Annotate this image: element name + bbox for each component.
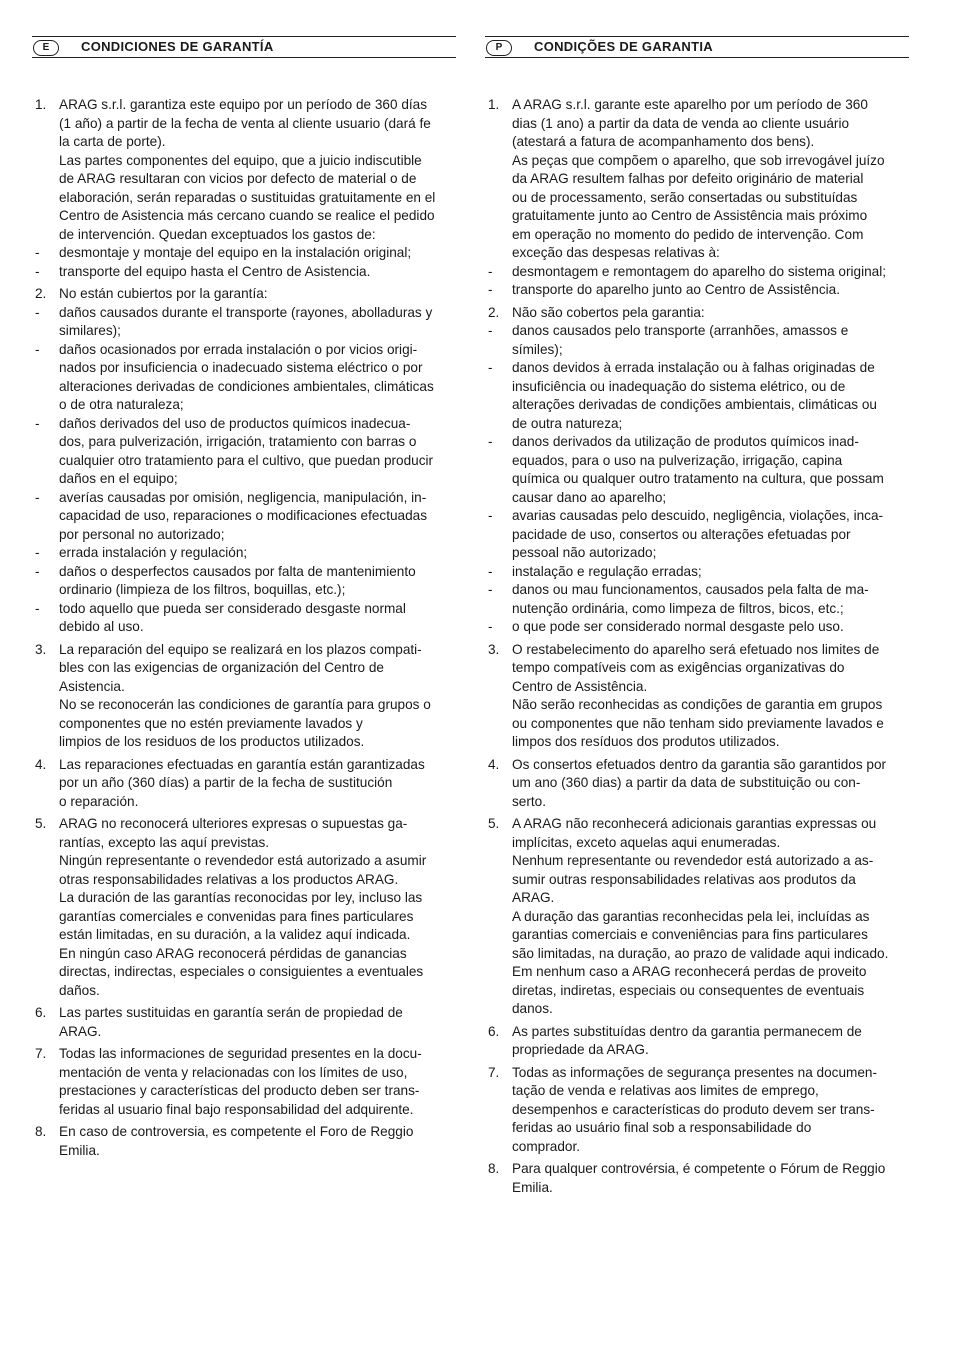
line-text: As peças que compõem o aparelho, que sob irrevogável juízo: [512, 152, 885, 168]
text-line: [485, 1000, 909, 1019]
bullet-marker: -: [488, 263, 493, 279]
text-line: [485, 945, 909, 964]
text-line: [485, 281, 909, 300]
line-text: errada instalación y regulación;: [59, 545, 248, 560]
text-line: [485, 871, 909, 890]
portuguese-column: [485, 36, 909, 1197]
text-line: [32, 715, 456, 734]
item-number: 1.: [35, 97, 47, 112]
line-text: Não são cobertos pela garantia:: [512, 304, 705, 320]
line-text: transporte do aparelho junto ao Centro de Assistência.: [512, 282, 840, 297]
text-line: [485, 1101, 909, 1120]
line-text: equados, para o uso na pulverização, irrigação, capina: [512, 452, 843, 468]
line-text: Las reparaciones efectuadas en garantía están garantizadas: [59, 756, 425, 772]
line-text: dias (1 ano) a partir da data de venda ao cliente usuário: [512, 115, 850, 131]
text-line: [32, 285, 456, 304]
bullet-marker: -: [488, 582, 493, 597]
text-line: [32, 678, 456, 697]
bullet-marker: -: [35, 600, 40, 616]
line-text: feridas ao usuário final sob a responsabilidade do: [512, 1120, 812, 1135]
line-text: Emilia.: [59, 1142, 100, 1158]
text-line: [32, 618, 456, 637]
text-line: [32, 871, 456, 890]
text-line: [32, 304, 456, 323]
item-number: 8.: [35, 1124, 47, 1139]
text-line: [32, 982, 456, 1001]
text-line: [32, 563, 456, 582]
text-line: [485, 715, 909, 734]
text-line: [485, 1082, 909, 1101]
section-title: CONDIÇÕES DE GARANTIA: [534, 39, 713, 54]
text-line: [32, 133, 456, 152]
line-text: ordinario (limpieza de los filtros, boquillas, etc.);: [59, 582, 346, 597]
line-text: Não serão reconhecidas as condições de garantia em grupos: [512, 697, 883, 712]
line-text: desmontaje y montaje del equipo en la instalación original;: [59, 245, 412, 260]
text-line: [485, 170, 909, 189]
line-text: causar dano ao aparelho;: [512, 489, 667, 505]
line-text: garantias comerciais e conveniências para fins particulares: [512, 927, 868, 942]
line-text: alteraciones derivadas de condiciones ambientales, climáticas: [59, 378, 434, 394]
line-text: ou componentes que não tenham sido previamente lavados e: [512, 715, 884, 731]
bullet-marker: -: [488, 323, 493, 338]
bullet-marker: -: [35, 263, 40, 279]
line-text: de outra natureza;: [512, 415, 623, 431]
text-line: [32, 96, 456, 115]
text-line: [485, 359, 909, 378]
section-header: [32, 36, 456, 58]
line-text: tempo compatíveis com as exigências organizativas do: [512, 660, 845, 675]
line-text: ou de processamento, serão consertadas ou substituídas: [512, 189, 858, 205]
text-line: [32, 852, 456, 871]
line-text: bles con las exigencias de organización del Centro de: [59, 660, 384, 675]
text-line: [32, 1123, 456, 1142]
text-line: [485, 756, 909, 775]
line-text: desmontagem e remontagem do aparelho do sistema original;: [512, 263, 887, 279]
text-line: [485, 1179, 909, 1198]
text-line: [32, 415, 456, 434]
text-line: [32, 207, 456, 226]
bullet-marker: -: [488, 434, 493, 449]
line-text: transporte del equipo hasta el Centro de Asistencia.: [59, 263, 371, 279]
bullet-marker: -: [35, 545, 40, 560]
bullet-marker: -: [35, 304, 40, 320]
text-line: [32, 793, 456, 812]
text-line: [485, 133, 909, 152]
line-text: feridas al usuario final bajo responsabilidad del adquirente.: [59, 1101, 414, 1117]
text-line: [485, 696, 909, 715]
line-text: Em nenhum caso a ARAG reconhecerá perdas de proveito: [512, 964, 867, 979]
text-line: [485, 263, 909, 282]
text-line: [485, 926, 909, 945]
line-text: propriedade da ARAG.: [512, 1042, 649, 1057]
item-number: 4.: [35, 756, 47, 772]
line-text: pacidade de uso, consertos ou alterações efetuadas por: [512, 526, 851, 542]
line-text: gratuitamente junto ao Centro de Assistência mais próximo: [512, 208, 868, 223]
line-text: dos, para pulverización, irrigación, tratamiento con barras o: [59, 434, 417, 449]
line-text: todo aquello que pueda ser considerado desgaste normal: [59, 600, 406, 616]
text-line: [32, 1023, 456, 1042]
line-text: de intervención. Quedan exceptuados los gastos de:: [59, 226, 376, 242]
line-text: As partes substituídas dentro da garantia permanecem de: [512, 1023, 862, 1039]
text-line: [32, 889, 456, 908]
item-number: 2.: [35, 286, 47, 301]
text-line: [485, 563, 909, 582]
line-text: Nenhum representante ou revendedor está autorizado a as-: [512, 853, 874, 868]
text-line: [485, 600, 909, 619]
spanish-column: [32, 36, 456, 1160]
line-text: Para qualquer controvérsia, é competente o Fórum de Reggio: [512, 1161, 886, 1176]
text-line: [485, 341, 909, 360]
text-line: [32, 774, 456, 793]
line-text: Las partes componentes del equipo, que a juicio indiscutible: [59, 152, 422, 168]
line-text: elaboración, serán reparadas o sustituidas gratuitamente en el: [59, 189, 436, 205]
text-line: [485, 774, 909, 793]
line-text: danos derivados da utilização de produtos químicos inad-: [512, 434, 859, 449]
bullet-marker: -: [488, 508, 493, 523]
line-text: La reparación del equipo se realizará en los plazos compati-: [59, 641, 422, 657]
text-line: [32, 1082, 456, 1101]
text-line: [32, 926, 456, 945]
line-text: están limitadas, en su duración, a la validez aquí indicada.: [59, 927, 411, 942]
text-line: [485, 1064, 909, 1083]
section-header: [485, 36, 909, 58]
bullet-marker: -: [35, 245, 40, 260]
text-line: [32, 815, 456, 834]
text-line: [485, 452, 909, 471]
text-line: [485, 189, 909, 208]
text-line: [32, 908, 456, 927]
text-line: [485, 852, 909, 871]
line-text: (atestará a fatura de acompanhamento dos bens).: [512, 134, 815, 149]
text-line: [32, 1142, 456, 1161]
line-text: serto.: [512, 793, 546, 809]
text-line: [485, 963, 909, 982]
text-line: [32, 659, 456, 678]
line-text: directas, indirectas, especiales o consiguientes a eventuales: [59, 964, 424, 979]
line-text: daños derivados del uso de productos químicos inadecua-: [59, 415, 411, 431]
text-line: [32, 189, 456, 208]
text-line: [485, 581, 909, 600]
text-line: [485, 678, 909, 697]
line-text: componentes que no estén previamente lavados y: [59, 715, 363, 731]
text-line: [485, 304, 909, 323]
text-line: [32, 470, 456, 489]
text-line: [485, 1119, 909, 1138]
line-text: capacidad de uso, reparaciones o modificaciones efectuadas: [59, 508, 428, 523]
bullet-marker: -: [488, 563, 493, 579]
text-line: [32, 341, 456, 360]
line-text: daños en el equipo;: [59, 471, 178, 486]
line-text: cualquier otro tratamiento para el cultivo, que puedan producir: [59, 452, 434, 468]
text-line: [485, 152, 909, 171]
line-text: (1 año) a partir de la fecha de venta al cliente usuario (dará fe: [59, 115, 431, 131]
line-text: Asistencia.: [59, 678, 125, 694]
text-line: [485, 378, 909, 397]
text-line: [485, 618, 909, 637]
bullet-marker: -: [35, 489, 40, 505]
text-line: [485, 470, 909, 489]
text-line: [32, 756, 456, 775]
line-text: Emilia.: [512, 1179, 553, 1195]
item-number: 6.: [488, 1023, 500, 1039]
bullet-marker: -: [488, 360, 493, 375]
item-number: 4.: [488, 756, 500, 772]
warranty-text: [32, 96, 456, 1160]
text-line: [32, 641, 456, 660]
line-text: ARAG s.r.l. garantiza este equipo por un período de 360 días: [59, 97, 428, 112]
text-line: [32, 600, 456, 619]
text-line: [485, 641, 909, 660]
line-text: por un año (360 días) a partir de la fecha de sustitución: [59, 775, 393, 790]
text-line: [32, 452, 456, 471]
line-text: de ARAG resultaran con vicios por defecto de material o de: [59, 171, 417, 186]
text-line: [32, 1064, 456, 1083]
line-text: instalação e regulação erradas;: [512, 563, 702, 579]
line-text: símiles);: [512, 341, 563, 357]
text-line: [485, 908, 909, 927]
line-text: A duração das garantias reconhecidas pela lei, incluídas as: [512, 908, 870, 924]
line-text: pessoal não autorizado;: [512, 545, 657, 560]
line-text: No están cubiertos por la garantía:: [59, 286, 268, 301]
text-line: [485, 415, 909, 434]
line-text: A ARAG s.r.l. garante este aparelho por um período de 360: [512, 97, 868, 112]
text-line: [32, 226, 456, 245]
line-text: mentación de venta y relacionadas con los límites de uso,: [59, 1064, 408, 1080]
line-text: debido al uso.: [59, 619, 144, 634]
text-line: [485, 115, 909, 134]
line-text: similares);: [59, 323, 121, 338]
line-text: No se reconocerán las condiciones de garantía para grupos o: [59, 697, 431, 712]
item-number: 5.: [488, 816, 500, 831]
line-text: um ano (360 dias) a partir da data de substituição ou con-: [512, 775, 861, 790]
bullet-marker: -: [488, 619, 493, 634]
text-line: [485, 396, 909, 415]
warranty-text: [485, 96, 909, 1197]
text-line: [32, 396, 456, 415]
line-text: nados por insuficiencia o inadecuado sistema eléctrico o por: [59, 360, 423, 375]
text-line: [32, 1045, 456, 1064]
line-text: limpios de los residuos de los productos utilizados.: [59, 734, 365, 749]
line-text: desempenhos e características do produto devem ser trans-: [512, 1101, 875, 1117]
line-text: La duración de las garantías reconocidas por ley, incluso las: [59, 890, 423, 905]
line-text: diretas, indiretas, especiais ou consequentes de eventuais: [512, 982, 865, 998]
section-title: CONDICIONES DE GARANTÍA: [81, 39, 274, 54]
line-text: otras responsabilidades relativas a los productos ARAG.: [59, 871, 399, 887]
text-line: [32, 359, 456, 378]
bullet-marker: -: [35, 341, 40, 357]
text-line: [485, 507, 909, 526]
line-text: Centro de Assistência.: [512, 678, 648, 694]
line-text: A ARAG não reconhecerá adicionais garantias expressas ou: [512, 816, 877, 831]
text-line: [32, 834, 456, 853]
item-number: 7.: [488, 1064, 500, 1080]
line-text: Centro de Asistencia más cercano cuando se realice el pedido: [59, 208, 435, 223]
text-line: [485, 244, 909, 263]
item-number: 6.: [35, 1005, 47, 1020]
text-line: [485, 1160, 909, 1179]
text-line: [32, 115, 456, 134]
text-line: [32, 544, 456, 563]
text-line: [32, 1101, 456, 1120]
item-number: 3.: [35, 641, 47, 657]
line-text: são limitadas, na duração, ao prazo de validade aqui indicado.: [512, 945, 889, 961]
line-text: nutenção ordinária, como limpeza de filtros, bicos, etc.;: [512, 600, 844, 616]
line-text: por personal no autorizado;: [59, 526, 225, 542]
line-text: implícitas, exceto aquelas aqui enumeradas.: [512, 834, 781, 850]
line-text: tação de venda e relativas aos limites de emprego,: [512, 1083, 819, 1098]
line-text: danos causados pelo transporte (arranhões, amassos e: [512, 323, 849, 338]
line-text: avarias causadas pelo descuido, negligência, violações, inca-: [512, 508, 884, 523]
text-line: [32, 963, 456, 982]
line-text: danos devidos à errada instalação ou à falhas originadas de: [512, 360, 875, 375]
text-line: [485, 733, 909, 752]
text-line: [485, 793, 909, 812]
text-line: [32, 322, 456, 341]
text-line: [485, 226, 909, 245]
bullet-marker: -: [488, 282, 493, 297]
line-text: sumir outras responsabilidades relativas aos produtos da: [512, 871, 856, 887]
line-text: Os consertos efetuados dentro da garantia são garantidos por: [512, 756, 887, 772]
line-text: En ningún caso ARAG reconocerá pérdidas de ganancias: [59, 945, 407, 961]
text-line: [485, 544, 909, 563]
text-line: [485, 659, 909, 678]
text-line: [485, 1041, 909, 1060]
line-text: Todas as informações de segurança presentes na documen-: [512, 1064, 877, 1080]
text-line: [32, 945, 456, 964]
line-text: Las partes sustituidas en garantía serán de propiedad de: [59, 1005, 403, 1020]
text-line: [485, 834, 909, 853]
line-text: química ou qualquer outro tratamento na cultura, que possam: [512, 471, 884, 486]
language-badge: P: [486, 40, 512, 56]
text-line: [32, 489, 456, 508]
text-line: [485, 322, 909, 341]
line-text: o de otra naturaleza;: [59, 397, 184, 412]
item-number: 2.: [488, 304, 500, 320]
line-text: Todas las informaciones de seguridad presentes en la docu-: [59, 1046, 422, 1061]
line-text: alterações derivadas de condições ambientais, climáticas ou: [512, 397, 877, 412]
line-text: prestaciones y características del producto deben ser trans-: [59, 1083, 420, 1098]
line-text: danos.: [512, 1001, 553, 1016]
line-text: daños ocasionados por errada instalación o por vicios origi-: [59, 341, 418, 357]
bullet-marker: -: [35, 415, 40, 431]
text-line: [32, 696, 456, 715]
line-text: O restabelecimento do aparelho será efetuado nos limites de: [512, 641, 880, 657]
text-line: [485, 96, 909, 115]
text-line: [32, 263, 456, 282]
line-text: comprador.: [512, 1138, 581, 1154]
line-text: danos ou mau funcionamentos, causados pela falta de ma-: [512, 582, 869, 597]
text-line: [485, 526, 909, 545]
text-line: [32, 581, 456, 600]
line-text: garantías comerciales e convenidas para fines particulares: [59, 908, 414, 924]
line-text: daños.: [59, 982, 100, 998]
line-text: da ARAG resultem falhas por defeito originário de material: [512, 171, 864, 186]
text-line: [32, 507, 456, 526]
text-line: [485, 489, 909, 508]
item-number: 5.: [35, 816, 47, 831]
line-text: limpos dos resíduos dos produtos utilizados.: [512, 734, 780, 749]
text-line: [485, 982, 909, 1001]
text-line: [32, 1004, 456, 1023]
line-text: o que pode ser considerado normal desgaste pelo uso.: [512, 619, 844, 634]
line-text: averías causadas por omisión, negligencia, manipulación, in-: [59, 489, 427, 505]
text-line: [32, 244, 456, 263]
line-text: ARAG no reconocerá ulteriores expresas o supuestas ga-: [59, 816, 408, 831]
line-text: insuficiência ou inadequação do sistema elétrico, ou de: [512, 378, 846, 394]
line-text: la carta de porte).: [59, 134, 166, 149]
line-text: em operação no momento do pedido de intervenção. Com: [512, 226, 864, 242]
line-text: ARAG.: [59, 1023, 102, 1039]
text-line: [32, 378, 456, 397]
line-text: Ningún representante o revendedor está autorizado a asumir: [59, 853, 427, 868]
text-line: [32, 152, 456, 171]
line-text: ARAG.: [512, 890, 555, 905]
item-number: 3.: [488, 641, 500, 657]
line-text: o reparación.: [59, 793, 139, 809]
text-line: [485, 1023, 909, 1042]
text-line: [485, 1138, 909, 1157]
bullet-marker: -: [35, 563, 40, 579]
text-line: [32, 170, 456, 189]
text-line: [485, 815, 909, 834]
text-line: [485, 889, 909, 908]
line-text: daños causados durante el transporte (rayones, abolladuras y: [59, 304, 433, 320]
text-line: [485, 433, 909, 452]
line-text: exceção das despesas relativas à:: [512, 245, 720, 260]
item-number: 8.: [488, 1161, 500, 1176]
text-line: [485, 207, 909, 226]
language-badge: E: [33, 40, 59, 56]
text-line: [32, 733, 456, 752]
text-line: [32, 433, 456, 452]
item-number: 7.: [35, 1046, 47, 1061]
line-text: daños o desperfectos causados por falta de mantenimiento: [59, 563, 416, 579]
text-line: [32, 526, 456, 545]
line-text: rantías, excepto las aquí previstas.: [59, 834, 270, 850]
item-number: 1.: [488, 97, 500, 112]
line-text: En caso de controversia, es competente el Foro de Reggio: [59, 1124, 414, 1139]
